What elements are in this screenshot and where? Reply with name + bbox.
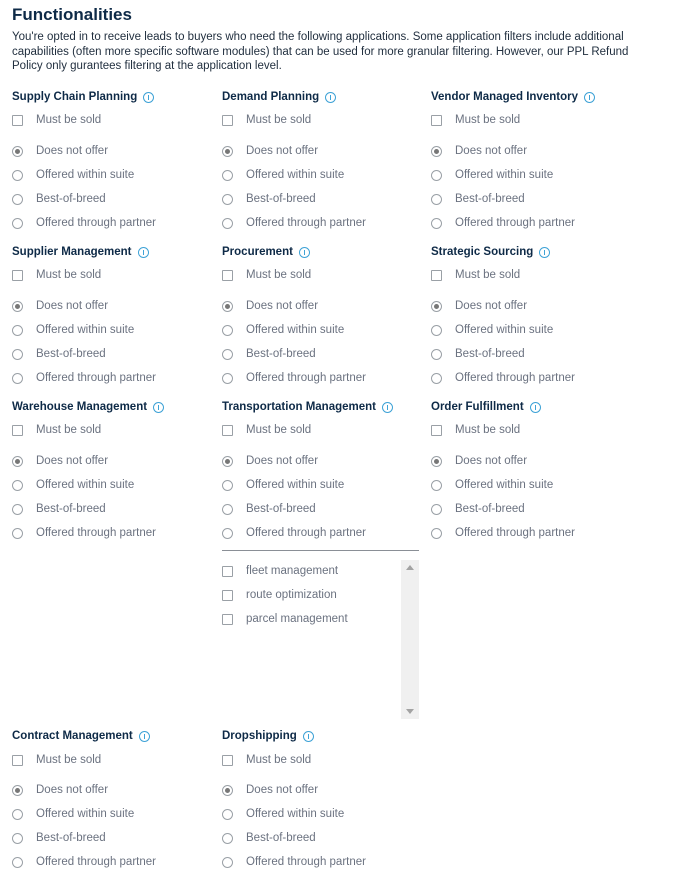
radio-does-not-offer[interactable]: Does not offer <box>431 455 527 467</box>
info-icon[interactable] <box>153 402 164 413</box>
radio-offered-within-suite[interactable]: Offered within suite <box>431 479 553 491</box>
radio-button[interactable] <box>222 349 233 360</box>
radio-button[interactable] <box>431 194 442 205</box>
group-title: Transportation Management <box>222 401 376 413</box>
checkbox-box[interactable] <box>222 755 233 766</box>
group-title: Supplier Management <box>12 246 132 258</box>
radio-best-of-breed[interactable]: Best-of-breed <box>12 193 106 205</box>
radio-button-selected[interactable] <box>222 456 233 467</box>
group-title: Vendor Managed Inventory <box>431 91 578 103</box>
radio-button[interactable] <box>12 504 23 515</box>
radio-offered-within-suite[interactable]: Offered within suite <box>222 808 344 820</box>
radio-offered-within-suite[interactable]: Offered within suite <box>431 169 553 181</box>
radio-best-of-breed[interactable]: Best-of-breed <box>431 193 525 205</box>
radio-offered-within-suite[interactable]: Offered within suite <box>222 324 344 336</box>
radio-button[interactable] <box>431 170 442 181</box>
radio-button[interactable] <box>222 325 233 336</box>
scroll-up-arrow-icon[interactable] <box>406 565 414 570</box>
checkbox-box[interactable] <box>222 425 233 436</box>
must-be-sold-checkbox[interactable]: Must be sold <box>431 424 520 436</box>
radio-button[interactable] <box>12 373 23 384</box>
radio-offered-through-partner[interactable]: Offered through partner <box>222 217 366 229</box>
radio-button-selected[interactable] <box>12 456 23 467</box>
info-icon[interactable] <box>139 731 150 742</box>
radio-button-selected[interactable] <box>431 146 442 157</box>
group-title: Order Fulfillment <box>431 401 524 413</box>
group-title: Warehouse Management <box>12 401 148 413</box>
info-icon[interactable] <box>539 247 550 258</box>
radio-best-of-breed[interactable]: Best-of-breed <box>12 348 106 360</box>
radio-best-of-breed[interactable]: Best-of-breed <box>222 832 316 844</box>
radio-button[interactable] <box>12 170 23 181</box>
group-title: Strategic Sourcing <box>431 246 534 258</box>
radio-offered-through-partner[interactable]: Offered through partner <box>431 372 575 384</box>
checkbox-box[interactable] <box>222 590 233 601</box>
must-be-sold-checkbox[interactable]: Must be sold <box>12 114 101 126</box>
radio-button[interactable] <box>12 528 23 539</box>
radio-best-of-breed[interactable]: Best-of-breed <box>12 503 106 515</box>
radio-offered-through-partner[interactable]: Offered through partner <box>431 217 575 229</box>
radio-button[interactable] <box>431 504 442 515</box>
radio-button[interactable] <box>431 218 442 229</box>
radio-button[interactable] <box>222 170 233 181</box>
module-parcel-management-checkbox[interactable]: parcel management <box>222 613 348 625</box>
radio-does-not-offer[interactable]: Does not offer <box>431 300 527 312</box>
radio-button[interactable] <box>431 480 442 491</box>
radio-button-selected[interactable] <box>431 301 442 312</box>
radio-best-of-breed[interactable]: Best-of-breed <box>222 503 316 515</box>
radio-button-selected[interactable] <box>12 146 23 157</box>
radio-button[interactable] <box>431 528 442 539</box>
info-icon[interactable] <box>382 402 393 413</box>
radio-button[interactable] <box>222 809 233 820</box>
checkbox-box[interactable] <box>12 270 23 281</box>
radio-does-not-offer[interactable]: Does not offer <box>222 145 318 157</box>
radio-best-of-breed[interactable]: Best-of-breed <box>222 193 316 205</box>
radio-button[interactable] <box>12 349 23 360</box>
radio-offered-through-partner[interactable]: Offered through partner <box>222 372 366 384</box>
radio-offered-through-partner[interactable]: Offered through partner <box>431 527 575 539</box>
radio-offered-within-suite[interactable]: Offered within suite <box>12 808 134 820</box>
radio-best-of-breed[interactable]: Best-of-breed <box>431 348 525 360</box>
info-icon[interactable] <box>299 247 310 258</box>
page-title: Functionalities <box>12 5 132 24</box>
radio-offered-within-suite[interactable]: Offered within suite <box>222 169 344 181</box>
radio-button[interactable] <box>12 833 23 844</box>
radio-offered-within-suite[interactable]: Offered within suite <box>12 324 134 336</box>
checkbox-box[interactable] <box>222 614 233 625</box>
checkbox-box[interactable] <box>222 270 233 281</box>
group-title: Contract Management <box>12 730 133 742</box>
radio-offered-through-partner[interactable]: Offered through partner <box>12 372 156 384</box>
checkbox-box[interactable] <box>431 425 442 436</box>
radio-button-selected[interactable] <box>222 785 233 796</box>
module-fleet-management-checkbox[interactable]: fleet management <box>222 565 338 577</box>
radio-offered-within-suite[interactable]: Offered within suite <box>12 169 134 181</box>
radio-does-not-offer[interactable]: Does not offer <box>12 145 108 157</box>
radio-button[interactable] <box>12 809 23 820</box>
radio-best-of-breed[interactable]: Best-of-breed <box>431 503 525 515</box>
info-icon[interactable] <box>530 402 541 413</box>
radio-offered-through-partner[interactable]: Offered through partner <box>222 527 366 539</box>
radio-offered-within-suite[interactable]: Offered within suite <box>12 479 134 491</box>
must-be-sold-checkbox[interactable]: Must be sold <box>12 424 101 436</box>
radio-button[interactable] <box>12 194 23 205</box>
info-icon[interactable] <box>325 92 336 103</box>
checkbox-box[interactable] <box>431 115 442 126</box>
radio-offered-within-suite[interactable]: Offered within suite <box>431 324 553 336</box>
radio-button-selected[interactable] <box>12 301 23 312</box>
group-title: Demand Planning <box>222 91 320 103</box>
page-description: You're opted in to receive leads to buyers who need the following applications. Some application filters include additional capabilities (often more specific software modules) that can be used for more granular filtering. However, our PPL Refund Policy only gurantees filtering at the application level. <box>12 31 629 72</box>
modules-scrollbar[interactable] <box>401 560 419 719</box>
info-icon[interactable] <box>303 731 314 742</box>
radio-button[interactable] <box>222 480 233 491</box>
info-icon[interactable] <box>138 247 149 258</box>
radio-button[interactable] <box>222 194 233 205</box>
radio-offered-through-partner[interactable]: Offered through partner <box>12 217 156 229</box>
radio-button[interactable] <box>222 218 233 229</box>
checkbox-box[interactable] <box>222 115 233 126</box>
radio-offered-through-partner[interactable]: Offered through partner <box>12 527 156 539</box>
must-be-sold-checkbox[interactable]: Must be sold <box>12 754 101 766</box>
radio-offered-through-partner[interactable]: Offered through partner <box>12 856 156 868</box>
checkbox-box[interactable] <box>12 755 23 766</box>
radio-offered-through-partner[interactable]: Offered through partner <box>222 856 366 868</box>
radio-does-not-offer[interactable]: Does not offer <box>12 300 108 312</box>
radio-button-selected[interactable] <box>12 785 23 796</box>
radio-does-not-offer[interactable]: Does not offer <box>222 455 318 467</box>
must-be-sold-checkbox[interactable]: Must be sold <box>431 114 520 126</box>
checkbox-box[interactable] <box>12 115 23 126</box>
radio-offered-within-suite[interactable]: Offered within suite <box>222 479 344 491</box>
radio-button[interactable] <box>222 373 233 384</box>
radio-button[interactable] <box>12 218 23 229</box>
group-title: Supply Chain Planning <box>12 91 138 103</box>
module-route-optimization-checkbox[interactable]: route optimization <box>222 589 337 601</box>
radio-button-selected[interactable] <box>222 146 233 157</box>
checkbox-box[interactable] <box>12 425 23 436</box>
radio-does-not-offer[interactable]: Does not offer <box>12 455 108 467</box>
radio-best-of-breed[interactable]: Best-of-breed <box>12 832 106 844</box>
info-icon[interactable] <box>143 92 154 103</box>
radio-button[interactable] <box>431 349 442 360</box>
must-be-sold-checkbox[interactable]: Must be sold <box>431 269 520 281</box>
radio-button[interactable] <box>222 833 233 844</box>
radio-does-not-offer[interactable]: Does not offer <box>431 145 527 157</box>
radio-does-not-offer[interactable]: Does not offer <box>12 784 108 796</box>
radio-button[interactable] <box>12 480 23 491</box>
radio-button-selected[interactable] <box>431 456 442 467</box>
radio-button[interactable] <box>431 373 442 384</box>
must-be-sold-checkbox[interactable]: Must be sold <box>222 114 311 126</box>
checkbox-box[interactable] <box>222 566 233 577</box>
radio-button[interactable] <box>222 528 233 539</box>
radio-button[interactable] <box>431 325 442 336</box>
radio-button-selected[interactable] <box>222 301 233 312</box>
radio-button[interactable] <box>222 857 233 868</box>
info-icon[interactable] <box>584 92 595 103</box>
checkbox-box[interactable] <box>431 270 442 281</box>
radio-does-not-offer[interactable]: Does not offer <box>222 300 318 312</box>
radio-best-of-breed[interactable]: Best-of-breed <box>222 348 316 360</box>
radio-button[interactable] <box>12 857 23 868</box>
radio-button[interactable] <box>12 325 23 336</box>
scroll-down-arrow-icon[interactable] <box>406 709 414 714</box>
modules-divider <box>222 550 419 551</box>
group-title: Dropshipping <box>222 730 297 742</box>
group-title: Procurement <box>222 246 293 258</box>
must-be-sold-checkbox[interactable]: Must be sold <box>12 269 101 281</box>
must-be-sold-checkbox[interactable]: Must be sold <box>222 754 311 766</box>
transportation-modules-list[interactable] <box>222 560 419 719</box>
radio-does-not-offer[interactable]: Does not offer <box>222 784 318 796</box>
must-be-sold-checkbox[interactable]: Must be sold <box>222 269 311 281</box>
must-be-sold-checkbox[interactable]: Must be sold <box>222 424 311 436</box>
radio-button[interactable] <box>222 504 233 515</box>
